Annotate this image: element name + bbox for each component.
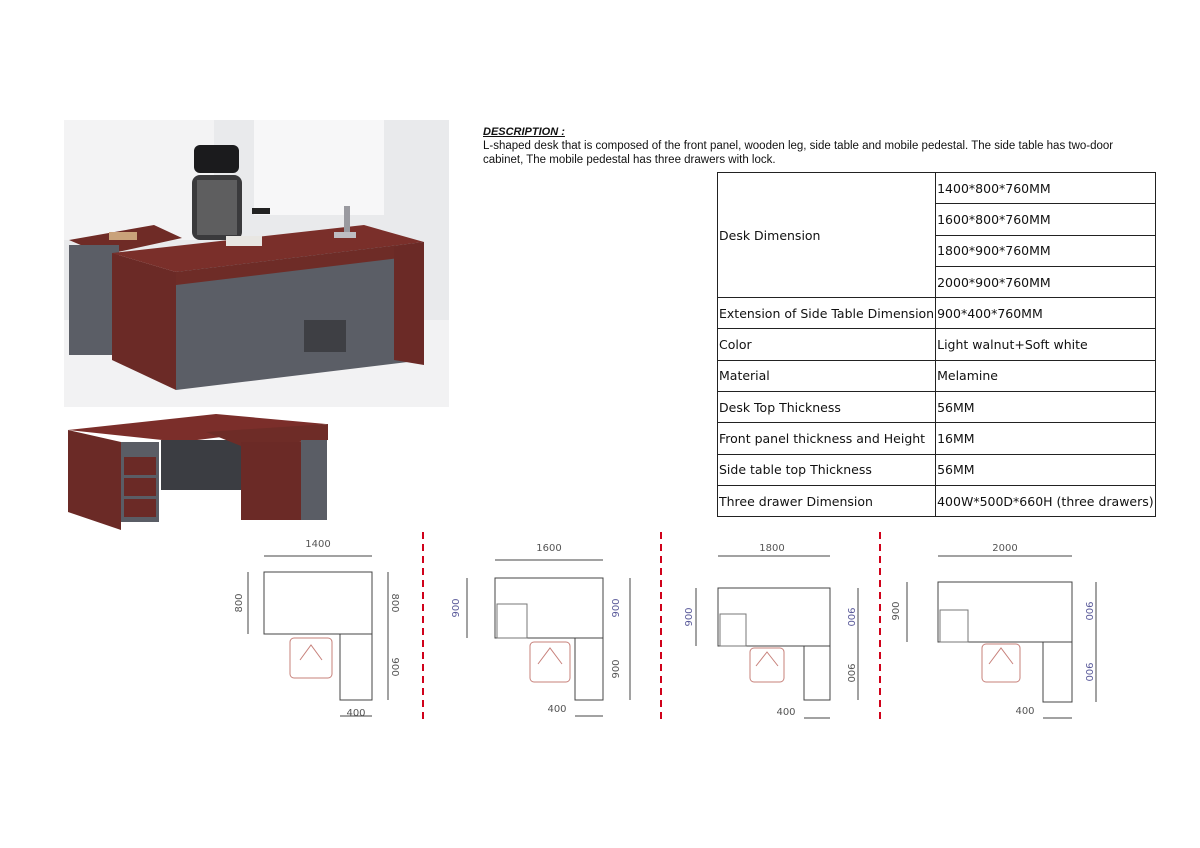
spec-value: 16MM — [936, 423, 1156, 454]
spec-label: Three drawer Dimension — [718, 485, 936, 516]
spec-value: 2000*900*760MM — [936, 266, 1156, 297]
plan-depth-label: 800 — [389, 593, 400, 613]
plan-width-label: 1400 — [305, 539, 331, 550]
spec-value: 900*400*760MM — [936, 298, 1156, 329]
spec-value: Light walnut+Soft white — [936, 329, 1156, 360]
spec-value: 1600*800*760MM — [936, 204, 1156, 235]
plan-side-label: 900 — [1083, 662, 1094, 682]
plan-side-label: 900 — [845, 663, 856, 683]
spec-label: Material — [718, 360, 936, 391]
spec-value: 56MM — [936, 454, 1156, 485]
plan-depth-label: 900 — [451, 598, 462, 618]
plan-sidewidth-label: 400 — [776, 707, 796, 718]
spec-value: 56MM — [936, 392, 1156, 423]
plan-1400 — [234, 539, 400, 719]
plan-depth-label: 900 — [891, 601, 902, 621]
spec-value: 1400*800*760MM — [936, 173, 1156, 204]
description-title: DESCRIPTION : — [483, 126, 565, 138]
plan-side-label: 900 — [611, 659, 622, 679]
spec-value: 400W*500D*660H (three drawers) — [936, 485, 1156, 516]
plan-depth-label: 800 — [234, 593, 245, 613]
spec-value: 1800*900*760MM — [936, 235, 1156, 266]
plan-width-label: 1800 — [759, 543, 785, 554]
plan-1800 — [684, 543, 858, 718]
plan-side-label: 900 — [389, 657, 400, 677]
plan-sidewidth-label: 400 — [1015, 706, 1035, 717]
spec-label: Desk Dimension — [718, 173, 936, 298]
plan-sidewidth-label: 400 — [547, 704, 567, 715]
spec-label: Extension of Side Table Dimension — [718, 298, 936, 329]
plan-2000 — [891, 543, 1096, 718]
plan-width-label: 1600 — [536, 543, 562, 554]
description-body: L-shaped desk that is composed of the front panel, wooden leg, side table and mobile pedestal. The side table has two-door cabinet, The mobile pedestal has three drawers with lock. — [483, 140, 1114, 166]
spec-label: Side table top Thickness — [718, 454, 936, 485]
spec-value: Melamine — [936, 360, 1156, 391]
spec-label: Front panel thickness and Height — [718, 423, 936, 454]
plan-depth-label: 900 — [1083, 601, 1094, 621]
plan-depth-label: 900 — [845, 607, 856, 627]
spec-label: Desk Top Thickness — [718, 392, 936, 423]
plan-1600 — [451, 543, 630, 716]
plan-width-label: 2000 — [992, 543, 1018, 554]
plan-depth-label: 900 — [611, 598, 622, 618]
plan-sidewidth-label: 400 — [346, 708, 366, 719]
spec-label: Color — [718, 329, 936, 360]
plan-depth-label: 900 — [684, 607, 695, 627]
